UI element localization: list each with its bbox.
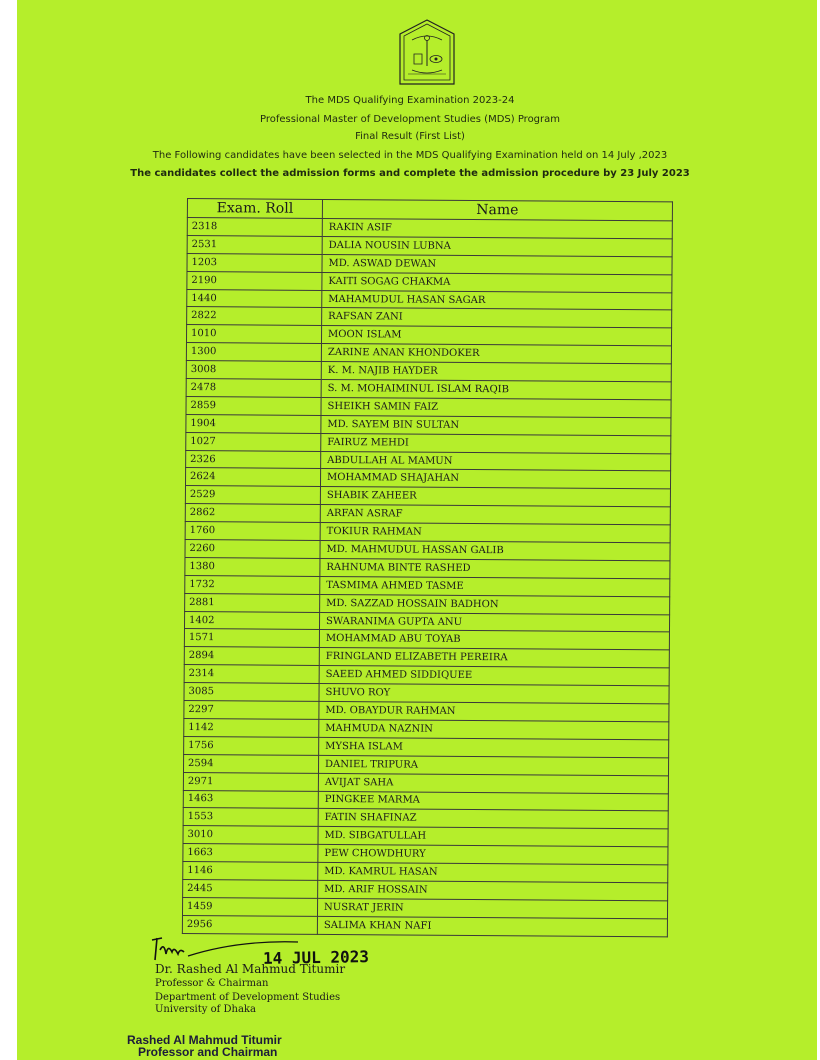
name-cell: SHUVO ROY	[319, 684, 669, 704]
admission-notice: The candidates collect the admission forms and complete the admission procedure by 23 July 2023	[130, 168, 690, 179]
roll-cell: 2445	[183, 879, 318, 898]
name-cell: S. M. MOHAIMINUL ISLAM RAQIB	[321, 379, 671, 399]
roll-cell: 1732	[185, 575, 320, 594]
name-cell: K. M. NAJIB HAYDER	[321, 362, 671, 382]
name-cell: MD. OBAYDUR RAHMAN	[319, 701, 669, 721]
name-cell: TOKIUR RAHMAN	[320, 523, 670, 543]
roll-cell: 2594	[183, 754, 318, 773]
program-title: Professional Master of Development Studies (MDS) Program	[259, 114, 561, 125]
column-header-name: Name	[322, 199, 672, 220]
name-cell: SHEIKH SAMIN FAIZ	[321, 397, 671, 417]
date-stamp: 14 JUL 2023	[262, 947, 370, 968]
name-cell: MD. MAHMUDUL HASSAN GALIB	[320, 540, 670, 560]
name-cell: MD. ASWAD DEWAN	[322, 254, 672, 274]
name-cell: ABDULLAH AL MAMUN	[321, 451, 671, 471]
roll-cell: 1380	[185, 557, 320, 576]
roll-cell: 1553	[183, 808, 318, 827]
roll-cell: 1463	[183, 790, 318, 809]
roll-cell: 3085	[184, 683, 319, 702]
name-cell: FRINGLAND ELIZABETH PEREIRA	[319, 648, 669, 668]
roll-cell: 2190	[187, 271, 322, 290]
stamp-name: Rashed Al Mahmud Titumir	[127, 1033, 282, 1047]
name-cell: MD. ARIF HOSSAIN	[318, 880, 668, 900]
name-cell: MOHAMMAD ABU TOYAB	[319, 630, 669, 650]
results-table	[182, 198, 673, 937]
name-cell: RAFSAN ZANI	[322, 308, 672, 328]
signatory-title: Professor & Chairman	[155, 978, 269, 989]
name-cell: AVIJAT SAHA	[318, 773, 668, 793]
roll-cell: 1571	[184, 629, 319, 648]
roll-cell: 2297	[184, 701, 319, 720]
name-cell: MAHAMUDUL HASAN SAGAR	[322, 290, 672, 310]
roll-cell: 1663	[183, 844, 318, 863]
name-cell: KAITI SOGAG CHAKMA	[322, 272, 672, 292]
name-cell: DANIEL TRIPURA	[318, 755, 668, 775]
name-cell: TASMIMA AHMED TASME	[320, 576, 670, 596]
roll-cell: 1300	[186, 343, 321, 362]
name-cell: MOON ISLAM	[321, 326, 671, 346]
roll-cell: 3008	[186, 361, 321, 380]
roll-cell: 1760	[185, 522, 320, 541]
roll-cell: 2881	[185, 593, 320, 612]
roll-cell: 1146	[183, 862, 318, 881]
roll-cell: 2326	[186, 450, 321, 469]
name-cell: SALIMA KHAN NAFI	[317, 916, 667, 936]
name-cell: DALIA NOUSIN LUBNA	[322, 236, 672, 256]
name-cell: MYSHA ISLAM	[319, 737, 669, 757]
name-cell: SWARANIMA GUPTA ANU	[319, 612, 669, 632]
roll-cell: 2624	[185, 468, 320, 487]
roll-cell: 1027	[186, 432, 321, 451]
signatory-department: Department of Development Studies	[155, 992, 341, 1003]
name-cell: ARFAN ASRAF	[320, 505, 670, 525]
roll-cell: 2314	[184, 665, 319, 684]
name-cell: FAIRUZ MEHDI	[321, 433, 671, 453]
name-cell: MOHAMMAD SHAJAHAN	[320, 469, 670, 489]
roll-cell: 1756	[184, 736, 319, 755]
roll-cell: 2260	[185, 540, 320, 559]
name-cell: ZARINE ANAN KHONDOKER	[321, 344, 671, 364]
roll-cell: 2531	[187, 235, 322, 254]
name-cell: RAHNUMA BINTE RASHED	[320, 558, 670, 578]
column-header-roll: Exam. Roll	[187, 199, 322, 219]
roll-cell: 1203	[187, 253, 322, 272]
roll-cell: 2971	[183, 772, 318, 791]
selection-notice: The Following candidates have been selected in the MDS Qualifying Examination held on 14 July ,2023	[152, 150, 668, 161]
result-title: Final Result (First List)	[355, 131, 465, 142]
university-seal-logo	[398, 18, 456, 90]
roll-cell: 3010	[183, 826, 318, 845]
roll-cell: 2956	[182, 915, 317, 934]
roll-cell: 1402	[184, 611, 319, 630]
roll-cell: 2859	[186, 396, 321, 415]
name-cell: SAEED AHMED SIDDIQUEE	[319, 666, 669, 686]
name-cell: MD. SAZZAD HOSSAIN BADHON	[320, 594, 670, 614]
name-cell: MD. SAYEM BIN SULTAN	[321, 415, 671, 435]
roll-cell: 2318	[187, 218, 322, 237]
roll-cell: 1459	[182, 897, 317, 916]
name-cell: RAKIN ASIF	[322, 218, 672, 238]
roll-cell: 1904	[186, 414, 321, 433]
name-cell: PEW CHOWDHURY	[318, 845, 668, 865]
exam-title: The MDS Qualifying Examination 2023-24	[305, 95, 515, 106]
name-cell: PINGKEE MARMA	[318, 791, 668, 811]
stamp-title: Professor and Chairman	[138, 1045, 278, 1059]
roll-cell: 1142	[184, 718, 319, 737]
signatory-university: University of Dhaka	[155, 1004, 256, 1015]
roll-cell: 2529	[185, 486, 320, 505]
roll-cell: 1440	[187, 289, 322, 308]
roll-cell: 2862	[185, 504, 320, 523]
name-cell: MAHMUDA NAZNIN	[319, 719, 669, 739]
roll-cell: 2822	[187, 307, 322, 326]
roll-cell: 2478	[186, 379, 321, 398]
name-cell: SHABIK ZAHEER	[320, 487, 670, 507]
signatory-name: Dr. Rashed Al Mahmud Titumir	[155, 962, 346, 976]
roll-cell: 1010	[186, 325, 321, 344]
name-cell: MD. KAMRUL HASAN	[318, 862, 668, 882]
roll-cell: 2894	[184, 647, 319, 666]
name-cell: NUSRAT JERIN	[317, 898, 667, 918]
name-cell: MD. SIBGATULLAH	[318, 827, 668, 847]
name-cell: FATIN SHAFINAZ	[318, 809, 668, 829]
